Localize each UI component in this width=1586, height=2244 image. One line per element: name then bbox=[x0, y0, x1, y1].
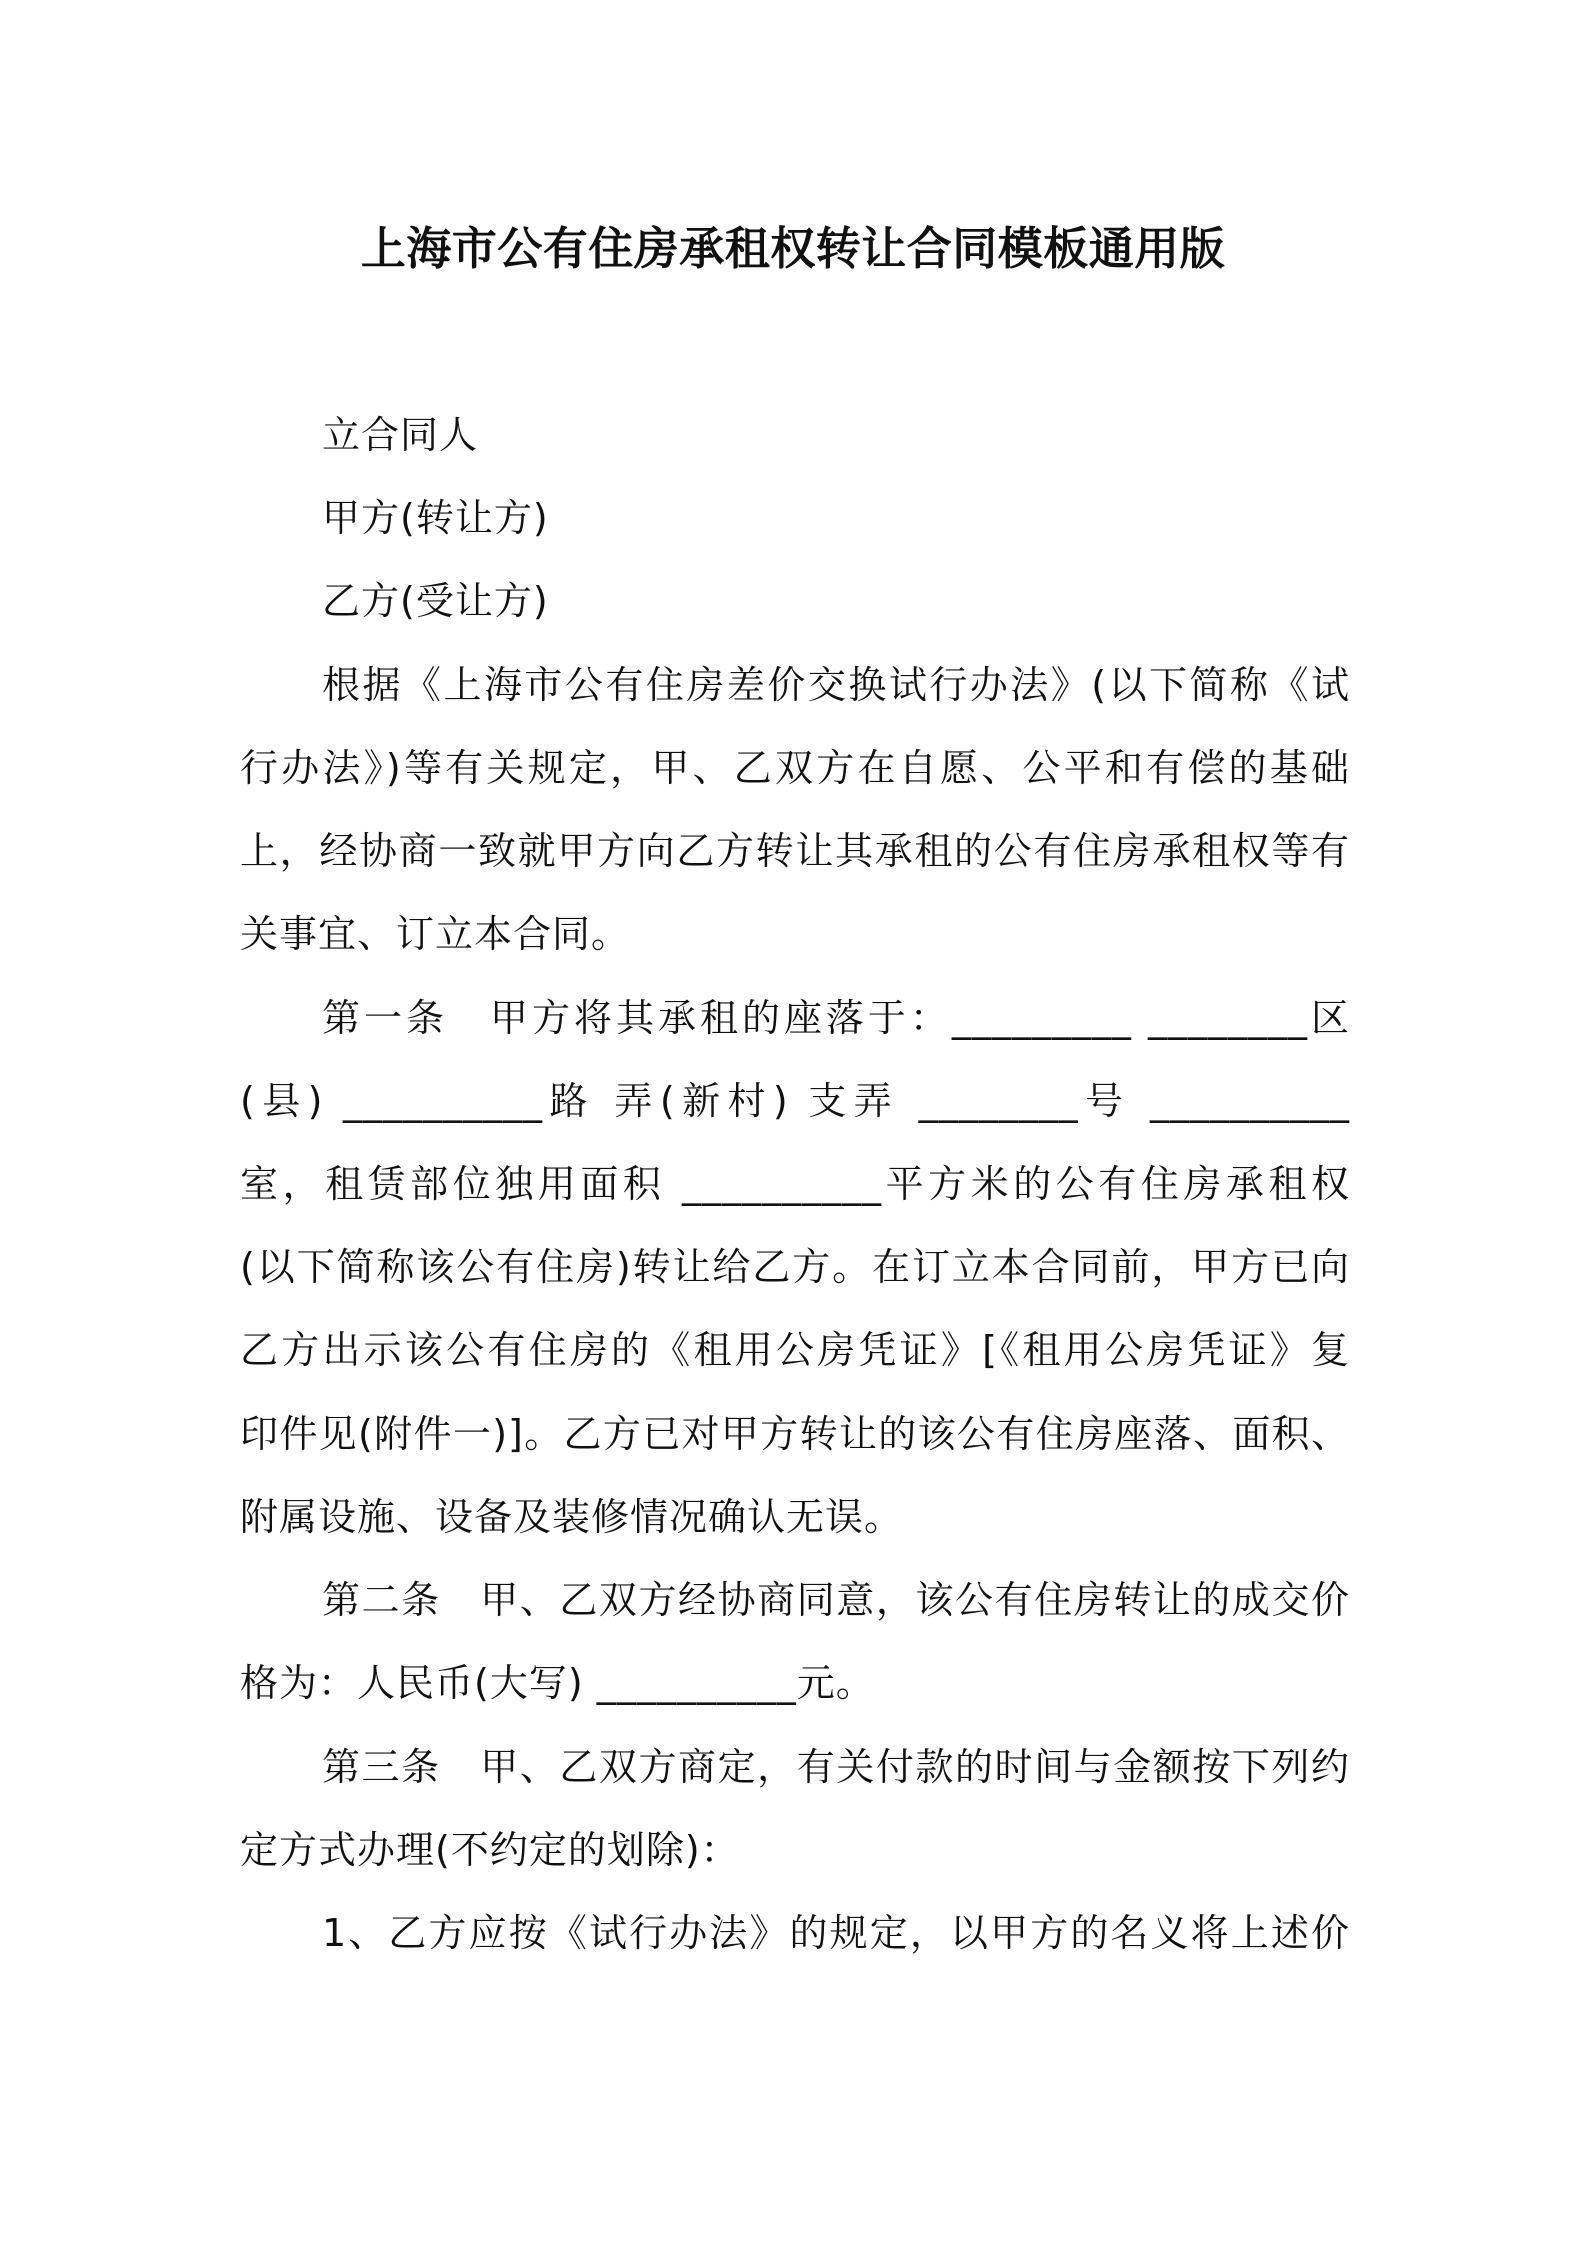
preamble-line-1: 根据《上海市公有住房差价交换试行办法》(以下简称《试 bbox=[322, 663, 1350, 707]
article-3-line-1: 第三条 甲、乙双方商定，有关付款的时间与金额按下列约 bbox=[322, 1745, 1350, 1789]
article-3-line-2: 定方式办理(不约定的划除)： bbox=[240, 1828, 740, 1872]
article-3-item-1: 1、乙方应按《试行办法》的规定，以甲方的名义将上述价 bbox=[322, 1911, 1350, 1955]
article-1-line-1: 第一条 甲方将其承租的座落于：_________ ________区 bbox=[322, 996, 1350, 1040]
article-2-line-1: 第二条 甲、乙双方经协商同意，该公有住房转让的成交价 bbox=[322, 1578, 1350, 1622]
article-2-line-2: 格为：人民币(大写) __________元。 bbox=[240, 1661, 875, 1705]
article-1-line-4: (以下简称该公有住房)转让给乙方。在订立本合同前，甲方已向 bbox=[240, 1245, 1350, 1289]
preamble-line-3: 上，经协商一致就甲方向乙方转让其承租的公有住房承租权等有 bbox=[240, 829, 1350, 873]
party-a: 甲方(转让方) bbox=[322, 496, 549, 540]
party-b: 乙方(受让方) bbox=[322, 579, 549, 623]
article-1-line-3: 室，租赁部位独用面积 __________平方米的公有住房承租权 bbox=[240, 1162, 1350, 1206]
document-title: 上海市公有住房承租权转让合同模板通用版 bbox=[360, 222, 1226, 275]
preamble-line-4: 关事宜、订立本合同。 bbox=[240, 912, 631, 956]
article-1-line-5: 乙方出示该公有住房的《租用公房凭证》[《租用公房凭证》复 bbox=[240, 1328, 1350, 1372]
preamble-line-2: 行办法》)等有关规定，甲、乙双方在自愿、公平和有偿的基础 bbox=[240, 746, 1350, 790]
article-1-line-2: (县) __________路 弄(新村) 支弄 ________号 __________ bbox=[240, 1079, 1350, 1123]
party-heading: 立合同人 bbox=[322, 413, 479, 457]
article-1-line-6: 印件见(附件一)]。乙方已对甲方转让的该公有住房座落、面积、 bbox=[240, 1412, 1350, 1456]
article-1-line-7: 附属设施、设备及装修情况确认无误。 bbox=[240, 1495, 904, 1539]
